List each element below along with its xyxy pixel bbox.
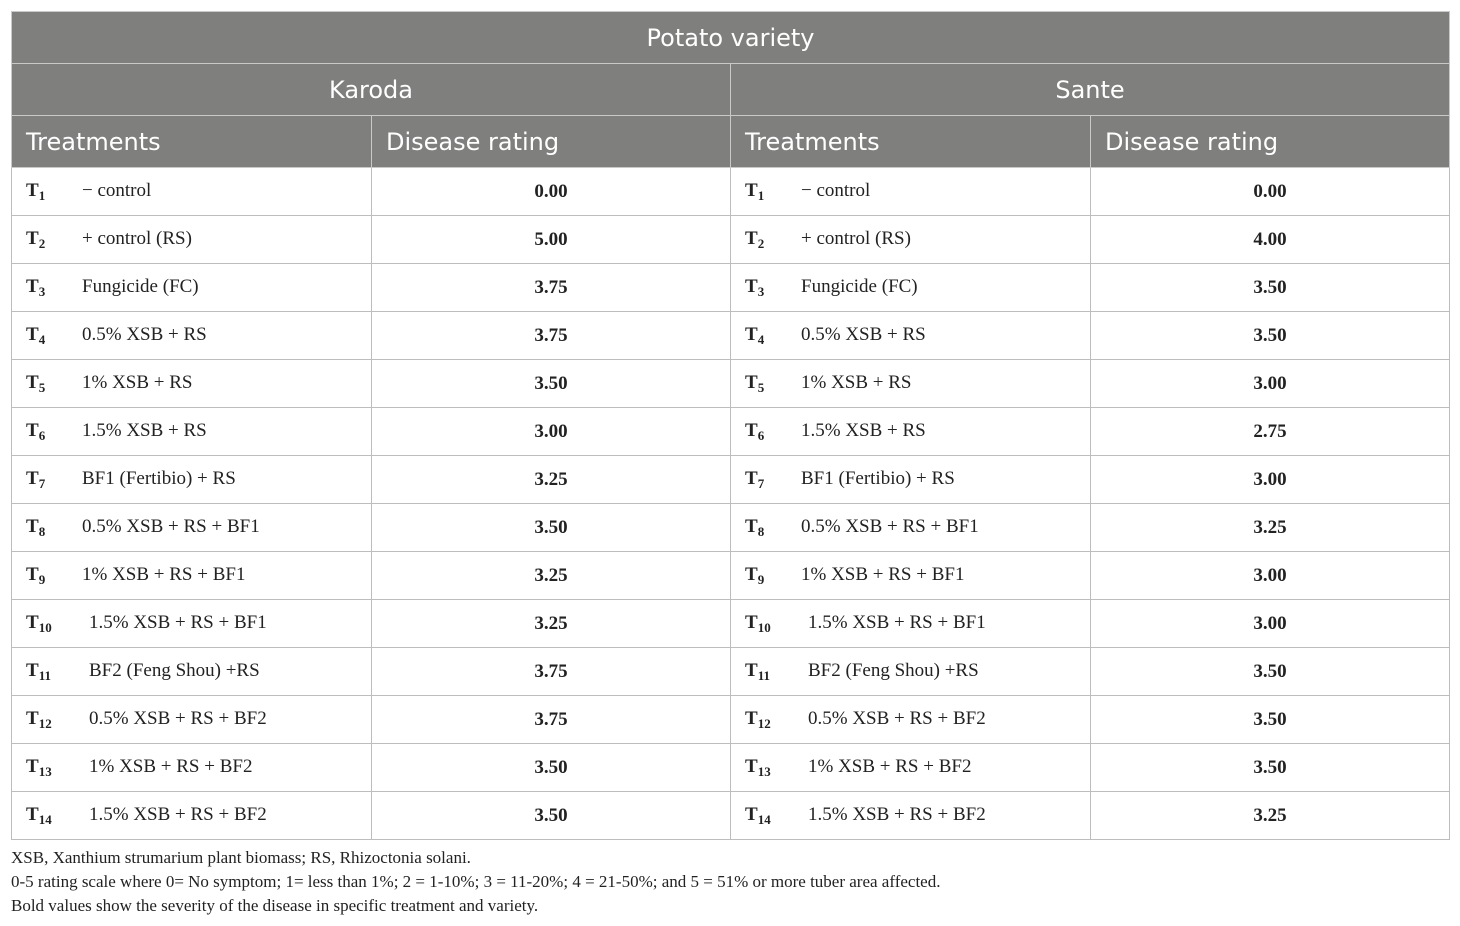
treatment-description: 0.5% XSB + RS: [82, 323, 207, 345]
treatment-code: [745, 708, 808, 732]
treatment-letter: T: [745, 275, 758, 297]
footnote-rating-scale: 0-5 rating scale where 0= No symptom; 1= less than 1%; 2 = 1-10%; 3 = 11-20%; 4 = 21-50%; and 5 = 51% or more tuber area affected.: [11, 872, 941, 891]
treatment-letter: T: [26, 515, 39, 537]
treatment-cell-karoda: [12, 552, 372, 600]
treatment-letter: T: [26, 467, 39, 489]
treatment-cell-karoda: [12, 264, 372, 312]
disease-rating-sante: 3.50: [1091, 696, 1450, 744]
treatment-code: [745, 180, 801, 204]
disease-rating-sante: 3.50: [1091, 744, 1450, 792]
disease-rating-karoda: 0.00: [372, 168, 731, 216]
treatment-cell-sante: [731, 648, 1091, 696]
disease-rating-karoda: 3.25: [372, 552, 731, 600]
treatment-description: 1% XSB + RS + BF2: [89, 755, 253, 777]
treatment-letter: T: [745, 179, 758, 201]
table-row: [12, 408, 1450, 456]
column-header-treatments: Treatments: [731, 116, 1091, 168]
treatment-letter: T: [26, 179, 39, 201]
treatment-code: [745, 468, 801, 492]
treatment-code: [745, 756, 808, 780]
treatment-code: [26, 180, 82, 204]
disease-rating-karoda: 3.50: [372, 504, 731, 552]
treatment-number: 6: [38, 427, 46, 443]
treatment-number: 2: [757, 235, 765, 251]
treatment-cell-karoda: [12, 312, 372, 360]
treatment-letter: T: [745, 659, 758, 681]
treatment-code: [26, 564, 82, 588]
treatment-letter: T: [26, 755, 39, 777]
disease-rating-sante: 4.00: [1091, 216, 1450, 264]
treatment-code: [745, 516, 801, 540]
treatment-letter: T: [745, 755, 758, 777]
treatment-cell-sante: [731, 696, 1091, 744]
treatment-description: 1% XSB + RS: [801, 371, 912, 393]
treatment-cell-sante: [731, 456, 1091, 504]
treatment-description: 0.5% XSB + RS + BF2: [89, 707, 267, 729]
treatment-letter: T: [745, 419, 758, 441]
treatment-letter: T: [745, 803, 758, 825]
treatment-description: BF2 (Feng Shou) +RS: [89, 659, 260, 681]
treatment-letter: T: [745, 611, 758, 633]
treatment-code: [745, 276, 801, 300]
table-row: [12, 792, 1450, 840]
column-header-treatments: Treatments: [12, 116, 372, 168]
table-footnotes: [11, 846, 1441, 918]
disease-rating-sante: 2.75: [1091, 408, 1450, 456]
treatment-cell-karoda: [12, 648, 372, 696]
treatment-code: [745, 372, 801, 396]
table-row: [12, 312, 1450, 360]
disease-rating-karoda: 3.25: [372, 600, 731, 648]
treatment-letter: T: [26, 371, 39, 393]
treatment-number: 1: [757, 187, 765, 203]
disease-rating-karoda: 3.75: [372, 648, 731, 696]
treatment-description: + control (RS): [82, 227, 192, 249]
treatment-cell-sante: [731, 504, 1091, 552]
disease-rating-karoda: 3.75: [372, 696, 731, 744]
treatment-cell-karoda: [12, 744, 372, 792]
treatment-letter: T: [26, 323, 39, 345]
treatment-code: [745, 660, 808, 684]
treatment-cell-karoda: [12, 408, 372, 456]
treatment-description: 1% XSB + RS + BF1: [801, 563, 965, 585]
treatment-code: [745, 324, 801, 348]
treatment-code: [26, 708, 89, 732]
treatment-cell-sante: [731, 264, 1091, 312]
disease-rating-sante: 3.50: [1091, 648, 1450, 696]
treatment-cell-sante: [731, 552, 1091, 600]
treatment-cell-sante: [731, 408, 1091, 456]
treatment-code: [26, 228, 82, 252]
treatment-cell-sante: [731, 600, 1091, 648]
treatment-description: 1.5% XSB + RS + BF1: [89, 611, 267, 633]
treatment-code: [745, 420, 801, 444]
treatment-code: [26, 660, 89, 684]
disease-rating-sante: 0.00: [1091, 168, 1450, 216]
treatment-code: [745, 564, 801, 588]
disease-rating-sante: 3.25: [1091, 792, 1450, 840]
treatment-description: BF2 (Feng Shou) +RS: [808, 659, 979, 681]
treatment-code: [745, 804, 808, 828]
treatment-letter: T: [26, 227, 39, 249]
table-row: [12, 456, 1450, 504]
treatment-number: 7: [38, 475, 46, 491]
treatment-description: 0.5% XSB + RS: [801, 323, 926, 345]
treatment-code: [26, 756, 89, 780]
variety-header-karoda: Karoda: [12, 64, 731, 116]
treatment-number: 10: [38, 619, 52, 635]
disease-rating-karoda: 3.50: [372, 744, 731, 792]
footnote-abbreviations: XSB, Xanthium strumarium plant biomass; RS, Rhizoctonia solani.: [11, 848, 471, 867]
treatment-letter: T: [26, 611, 39, 633]
treatment-cell-sante: [731, 360, 1091, 408]
treatment-number: 13: [38, 763, 52, 779]
table-row: [12, 744, 1450, 792]
disease-rating-karoda: 3.50: [372, 360, 731, 408]
treatment-number: 3: [757, 283, 765, 299]
treatment-code: [26, 276, 82, 300]
treatment-number: 9: [757, 571, 765, 587]
treatment-description: 1.5% XSB + RS + BF2: [89, 803, 267, 825]
table-title: Potato variety: [12, 12, 1450, 64]
treatment-description: 1.5% XSB + RS: [82, 419, 207, 441]
treatment-description: 1% XSB + RS + BF2: [808, 755, 972, 777]
treatment-cell-sante: [731, 216, 1091, 264]
disease-rating-table: [11, 11, 1450, 840]
treatment-number: 9: [38, 571, 46, 587]
table-row: [12, 696, 1450, 744]
treatment-code: [26, 804, 89, 828]
table-row: [12, 216, 1450, 264]
treatment-cell-karoda: [12, 360, 372, 408]
treatment-number: 14: [757, 811, 771, 827]
disease-rating-sante: 3.00: [1091, 456, 1450, 504]
treatment-letter: T: [26, 659, 39, 681]
treatment-description: 1% XSB + RS: [82, 371, 193, 393]
treatment-number: 5: [38, 379, 46, 395]
treatment-number: 12: [757, 715, 771, 731]
table-row: [12, 168, 1450, 216]
table-row: [12, 264, 1450, 312]
treatment-code: [26, 612, 89, 636]
treatment-description: − control: [801, 179, 871, 201]
treatment-letter: T: [745, 707, 758, 729]
treatment-letter: T: [745, 515, 758, 537]
treatment-number: 13: [757, 763, 771, 779]
treatment-description: 0.5% XSB + RS + BF1: [801, 515, 979, 537]
treatment-number: 8: [757, 523, 765, 539]
header-row-columns: [12, 116, 1450, 168]
treatment-number: 7: [757, 475, 765, 491]
treatment-number: 12: [38, 715, 52, 731]
treatment-description: Fungicide (FC): [801, 275, 918, 297]
treatment-description: + control (RS): [801, 227, 911, 249]
column-header-disease-rating: Disease rating: [1091, 116, 1450, 168]
treatment-letter: T: [745, 371, 758, 393]
disease-rating-karoda: 3.75: [372, 264, 731, 312]
treatment-cell-karoda: [12, 696, 372, 744]
treatment-cell-karoda: [12, 792, 372, 840]
treatment-number: 10: [757, 619, 771, 635]
disease-rating-karoda: 3.25: [372, 456, 731, 504]
treatment-cell-sante: [731, 168, 1091, 216]
disease-rating-sante: 3.00: [1091, 552, 1450, 600]
treatment-description: BF1 (Fertibio) + RS: [801, 467, 955, 489]
treatment-cell-karoda: [12, 504, 372, 552]
disease-rating-karoda: 5.00: [372, 216, 731, 264]
treatment-cell-karoda: [12, 216, 372, 264]
treatment-number: 11: [757, 667, 770, 683]
treatment-number: 11: [38, 667, 51, 683]
treatment-cell-karoda: [12, 168, 372, 216]
treatment-letter: T: [26, 803, 39, 825]
treatment-number: 4: [757, 331, 765, 347]
treatment-letter: T: [745, 467, 758, 489]
table-row: [12, 360, 1450, 408]
treatment-code: [26, 516, 82, 540]
column-header-disease-rating: Disease rating: [372, 116, 731, 168]
variety-header-sante: Sante: [731, 64, 1450, 116]
treatment-letter: T: [26, 707, 39, 729]
treatment-code: [745, 228, 801, 252]
treatment-description: 0.5% XSB + RS + BF1: [82, 515, 260, 537]
treatment-letter: T: [745, 227, 758, 249]
treatment-description: Fungicide (FC): [82, 275, 199, 297]
treatment-number: 5: [757, 379, 765, 395]
treatment-letter: T: [26, 563, 39, 585]
disease-rating-sante: 3.50: [1091, 264, 1450, 312]
treatment-code: [26, 324, 82, 348]
treatment-description: 0.5% XSB + RS + BF2: [808, 707, 986, 729]
treatment-code: [26, 468, 82, 492]
table-row: [12, 648, 1450, 696]
treatment-code: [26, 372, 82, 396]
table-body: [12, 168, 1450, 840]
disease-rating-karoda: 3.75: [372, 312, 731, 360]
treatment-letter: T: [26, 275, 39, 297]
footnote-bold-values: Bold values show the severity of the disease in specific treatment and variety.: [11, 896, 539, 915]
disease-rating-sante: 3.25: [1091, 504, 1450, 552]
treatment-number: 1: [38, 187, 46, 203]
treatment-number: 14: [38, 811, 52, 827]
treatment-cell-sante: [731, 312, 1091, 360]
treatment-description: 1% XSB + RS + BF1: [82, 563, 246, 585]
table-row: [12, 552, 1450, 600]
header-row-varieties: [12, 64, 1450, 116]
treatment-description: 1.5% XSB + RS + BF2: [808, 803, 986, 825]
treatment-description: BF1 (Fertibio) + RS: [82, 467, 236, 489]
treatment-number: 6: [757, 427, 765, 443]
treatment-cell-sante: [731, 792, 1091, 840]
disease-rating-karoda: 3.50: [372, 792, 731, 840]
treatment-number: 8: [38, 523, 46, 539]
treatment-number: 4: [38, 331, 46, 347]
disease-rating-sante: 3.00: [1091, 360, 1450, 408]
treatment-description: 1.5% XSB + RS + BF1: [808, 611, 986, 633]
treatment-number: 2: [38, 235, 46, 251]
treatment-description: − control: [82, 179, 152, 201]
table-row: [12, 504, 1450, 552]
treatment-code: [26, 420, 82, 444]
table-row: [12, 600, 1450, 648]
disease-rating-sante: 3.00: [1091, 600, 1450, 648]
treatment-description: 1.5% XSB + RS: [801, 419, 926, 441]
disease-rating-karoda: 3.00: [372, 408, 731, 456]
treatment-cell-sante: [731, 744, 1091, 792]
treatment-number: 3: [38, 283, 46, 299]
disease-rating-sante: 3.50: [1091, 312, 1450, 360]
treatment-letter: T: [745, 563, 758, 585]
treatment-letter: T: [26, 419, 39, 441]
header-row-title: [12, 12, 1450, 64]
treatment-letter: T: [745, 323, 758, 345]
treatment-code: [745, 612, 808, 636]
treatment-cell-karoda: [12, 600, 372, 648]
treatment-cell-karoda: [12, 456, 372, 504]
